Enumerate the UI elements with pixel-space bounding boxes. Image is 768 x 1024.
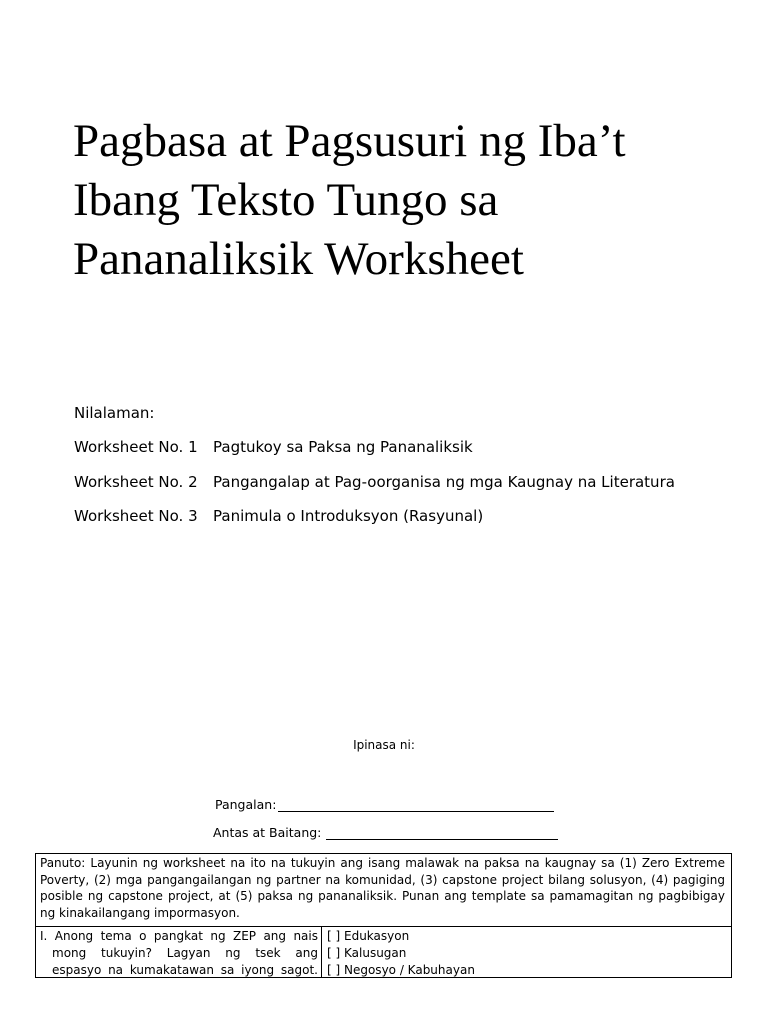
title-line-3: Pananaliksik Worksheet xyxy=(73,233,524,285)
question-line-3: espasyo na kumakatawan sa iyong sagot. xyxy=(52,963,318,977)
horizontal-divider xyxy=(36,926,731,927)
contents-item-3 xyxy=(74,505,675,527)
title-line-2: Ibang Teksto Tungo sa xyxy=(73,174,499,226)
worksheet-title: Pangangalap at Pag-oorganisa ng mga Kaugnay na Literatura xyxy=(213,472,675,491)
instructions-text: Panuto: Layunin ng worksheet na ito na tukuyin ang isang malawak na paksa na kaugnay sa (1) Zero Extreme Poverty, (2) mga pangangailangan ng partner na komunidad, (3) capstone project bilang solusyon, (4) pagiging posible ng capstone project, at (5) paksa ng pananaliksik. Punan ang template sa pamamagitan ng pagbibigay ng kinakailangang impormasyon. xyxy=(40,856,725,920)
worksheet-title: Pagtukoy sa Paksa ng Pananaliksik xyxy=(213,438,473,456)
name-input-line[interactable] xyxy=(278,799,554,812)
option-negosyo-checkbox[interactable]: [ ] Negosyo / Kabuhayan xyxy=(327,963,475,977)
question-line-1: I. Anong tema o pangkat ng ZEP ang nais xyxy=(40,929,318,943)
worksheet-number: Worksheet No. 3 xyxy=(74,507,198,525)
question-line-2: mong tukuyin? Lagyan ng tsek ang xyxy=(52,946,318,960)
option-kalusugan-checkbox[interactable]: [ ] Kalusugan xyxy=(327,946,407,960)
worksheet-box xyxy=(35,853,732,978)
worksheet-number: Worksheet No. 1 xyxy=(74,438,198,456)
document-title xyxy=(73,112,733,289)
vertical-divider xyxy=(321,926,322,977)
contents-item-1 xyxy=(74,436,675,458)
submitted-by-label: Ipinasa ni: xyxy=(353,738,415,752)
contents-heading: Nilalaman: xyxy=(74,404,155,422)
grade-input-line[interactable] xyxy=(326,827,558,840)
title-line-1: Pagbasa at Pagsusuri ng Iba’t xyxy=(73,115,626,167)
contents-item-2 xyxy=(74,471,675,493)
grade-field xyxy=(213,825,558,840)
question-1 xyxy=(40,928,318,979)
worksheet-number: Worksheet No. 2 xyxy=(74,472,198,491)
grade-label: Antas at Baitang: xyxy=(213,825,322,840)
name-field xyxy=(215,797,554,812)
option-edukasyon-checkbox[interactable]: [ ] Edukasyon xyxy=(327,929,410,943)
worksheet-title: Panimula o Introduksyon (Rasyunal) xyxy=(213,507,484,525)
name-label: Pangalan: xyxy=(215,797,277,812)
table-of-contents xyxy=(74,402,675,540)
theme-options xyxy=(327,928,475,979)
